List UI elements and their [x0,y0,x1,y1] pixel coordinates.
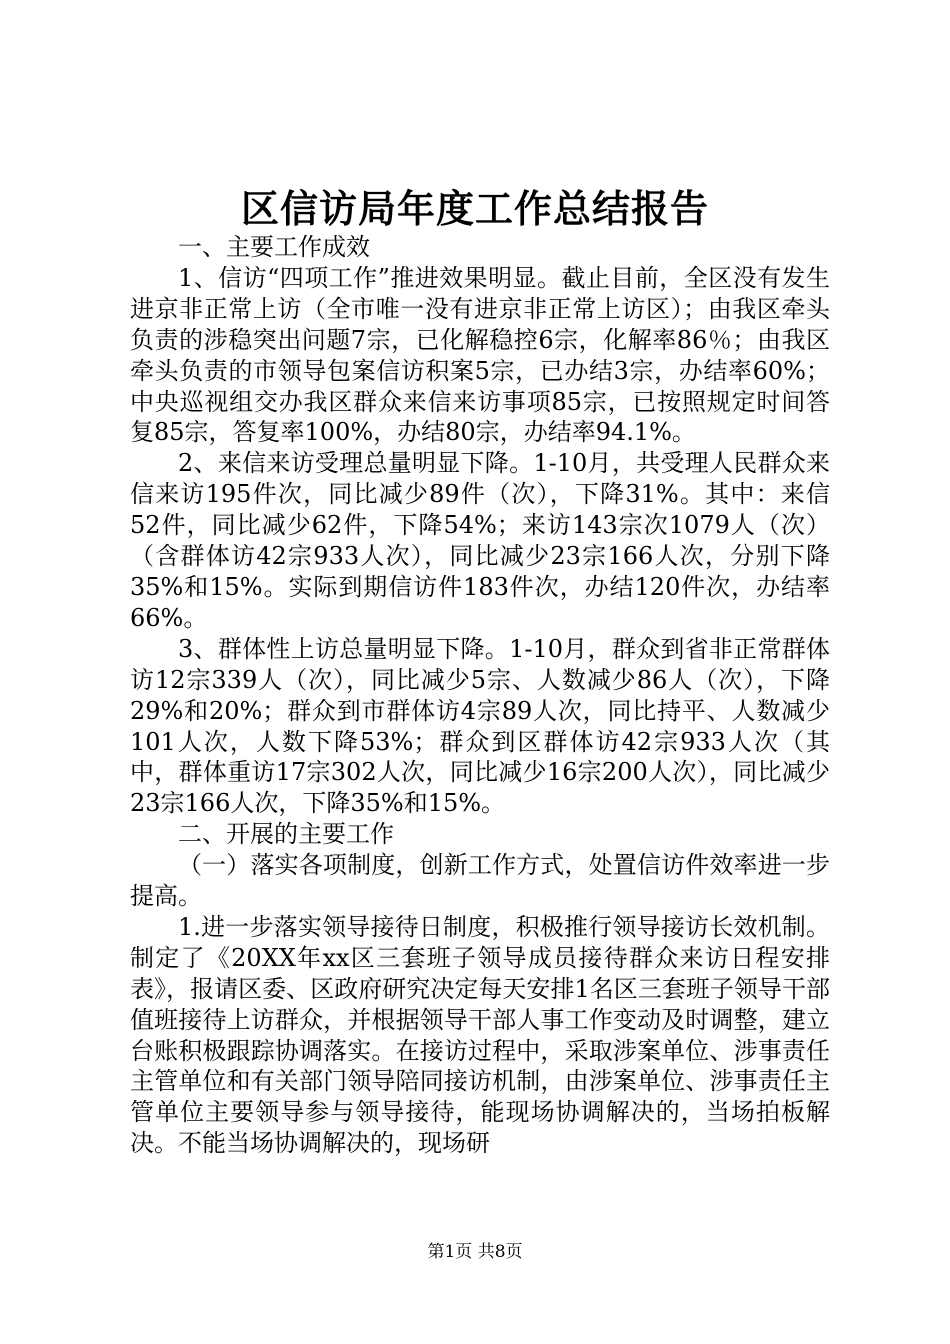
page-footer: 第1页 共8页 [427,1242,523,1262]
section-heading-1: 一、主要工作成效 [178,233,370,261]
paragraph-2: 2、来信来访受理总量明显下降。1-10月，共受理人民群众来信来访195件次，同比减少89件（次），下降31%。其中：来信52件，同比减少62件，下降54%；来访143宗次1079人（次）（含群体访42宗933人次），同比减少23宗166人次，分别下降35%和15%。实际到期信访件183件次，办结120件次，办结率66%。 [130,449,830,632]
paragraph-1: 1、信访“四项工作”推进效果明显。截止目前，全区没有发生进京非正常上访（全市唯一没有进京非正常上访区）；由我区牵头负责的涉稳突出问题7宗，已化解稳控6宗，化解率86％；由我区牵头负责的市领导包案信访积案5宗，已办结3宗，办结率60%；中央巡视组交办我区群众来信来访事项85宗，已按照规定时间答复85宗，答复率100%，办结80宗，办结率94.1%。 [130,263,830,447]
document-body [130,232,830,1159]
section-heading-2: 二、开展的主要工作 [178,820,394,849]
paragraph-4: 1.进一步落实领导接待日制度，积极推行领导接访长效机制。制定了《20XX年xx区三套班子领导成员接待群众来访日程安排表》，报请区委、区政府研究决定每天安排1名区三套班子领导干部值班接待上访群众，并根据领导干部人事工作变动及时调整，建立台账积极跟踪协调落实。在接访过程中，采取涉案单位、涉事责任主管单位和有关部门领导陪同接访机制，由涉案单位、涉事责任主管单位主要领导参与领导接待，能现场协调解决的，当场拍板解决。不能当场协调解决的，现场研 [130,912,830,1158]
paragraph-3: 3、群体性上访总量明显下降。1-10月，群众到省非正常群体访12宗339人（次），同比减少5宗、人数减少86人（次），下降29%和20%；群众到市群体访4宗89人次，同比持平、人数减少101人次，人数下降53%；群众到区群体访42宗933人次（其中，群体重访17宗302人次，同比减少16宗200人次），同比减少23宗166人次，下降35%和15%。 [130,634,830,818]
document-title: 区信访局年度工作总结报告 [240,186,709,231]
subsection-heading-1: （一）落实各项制度，创新工作方式，处置信访件效率进一步提高。 [130,851,830,911]
